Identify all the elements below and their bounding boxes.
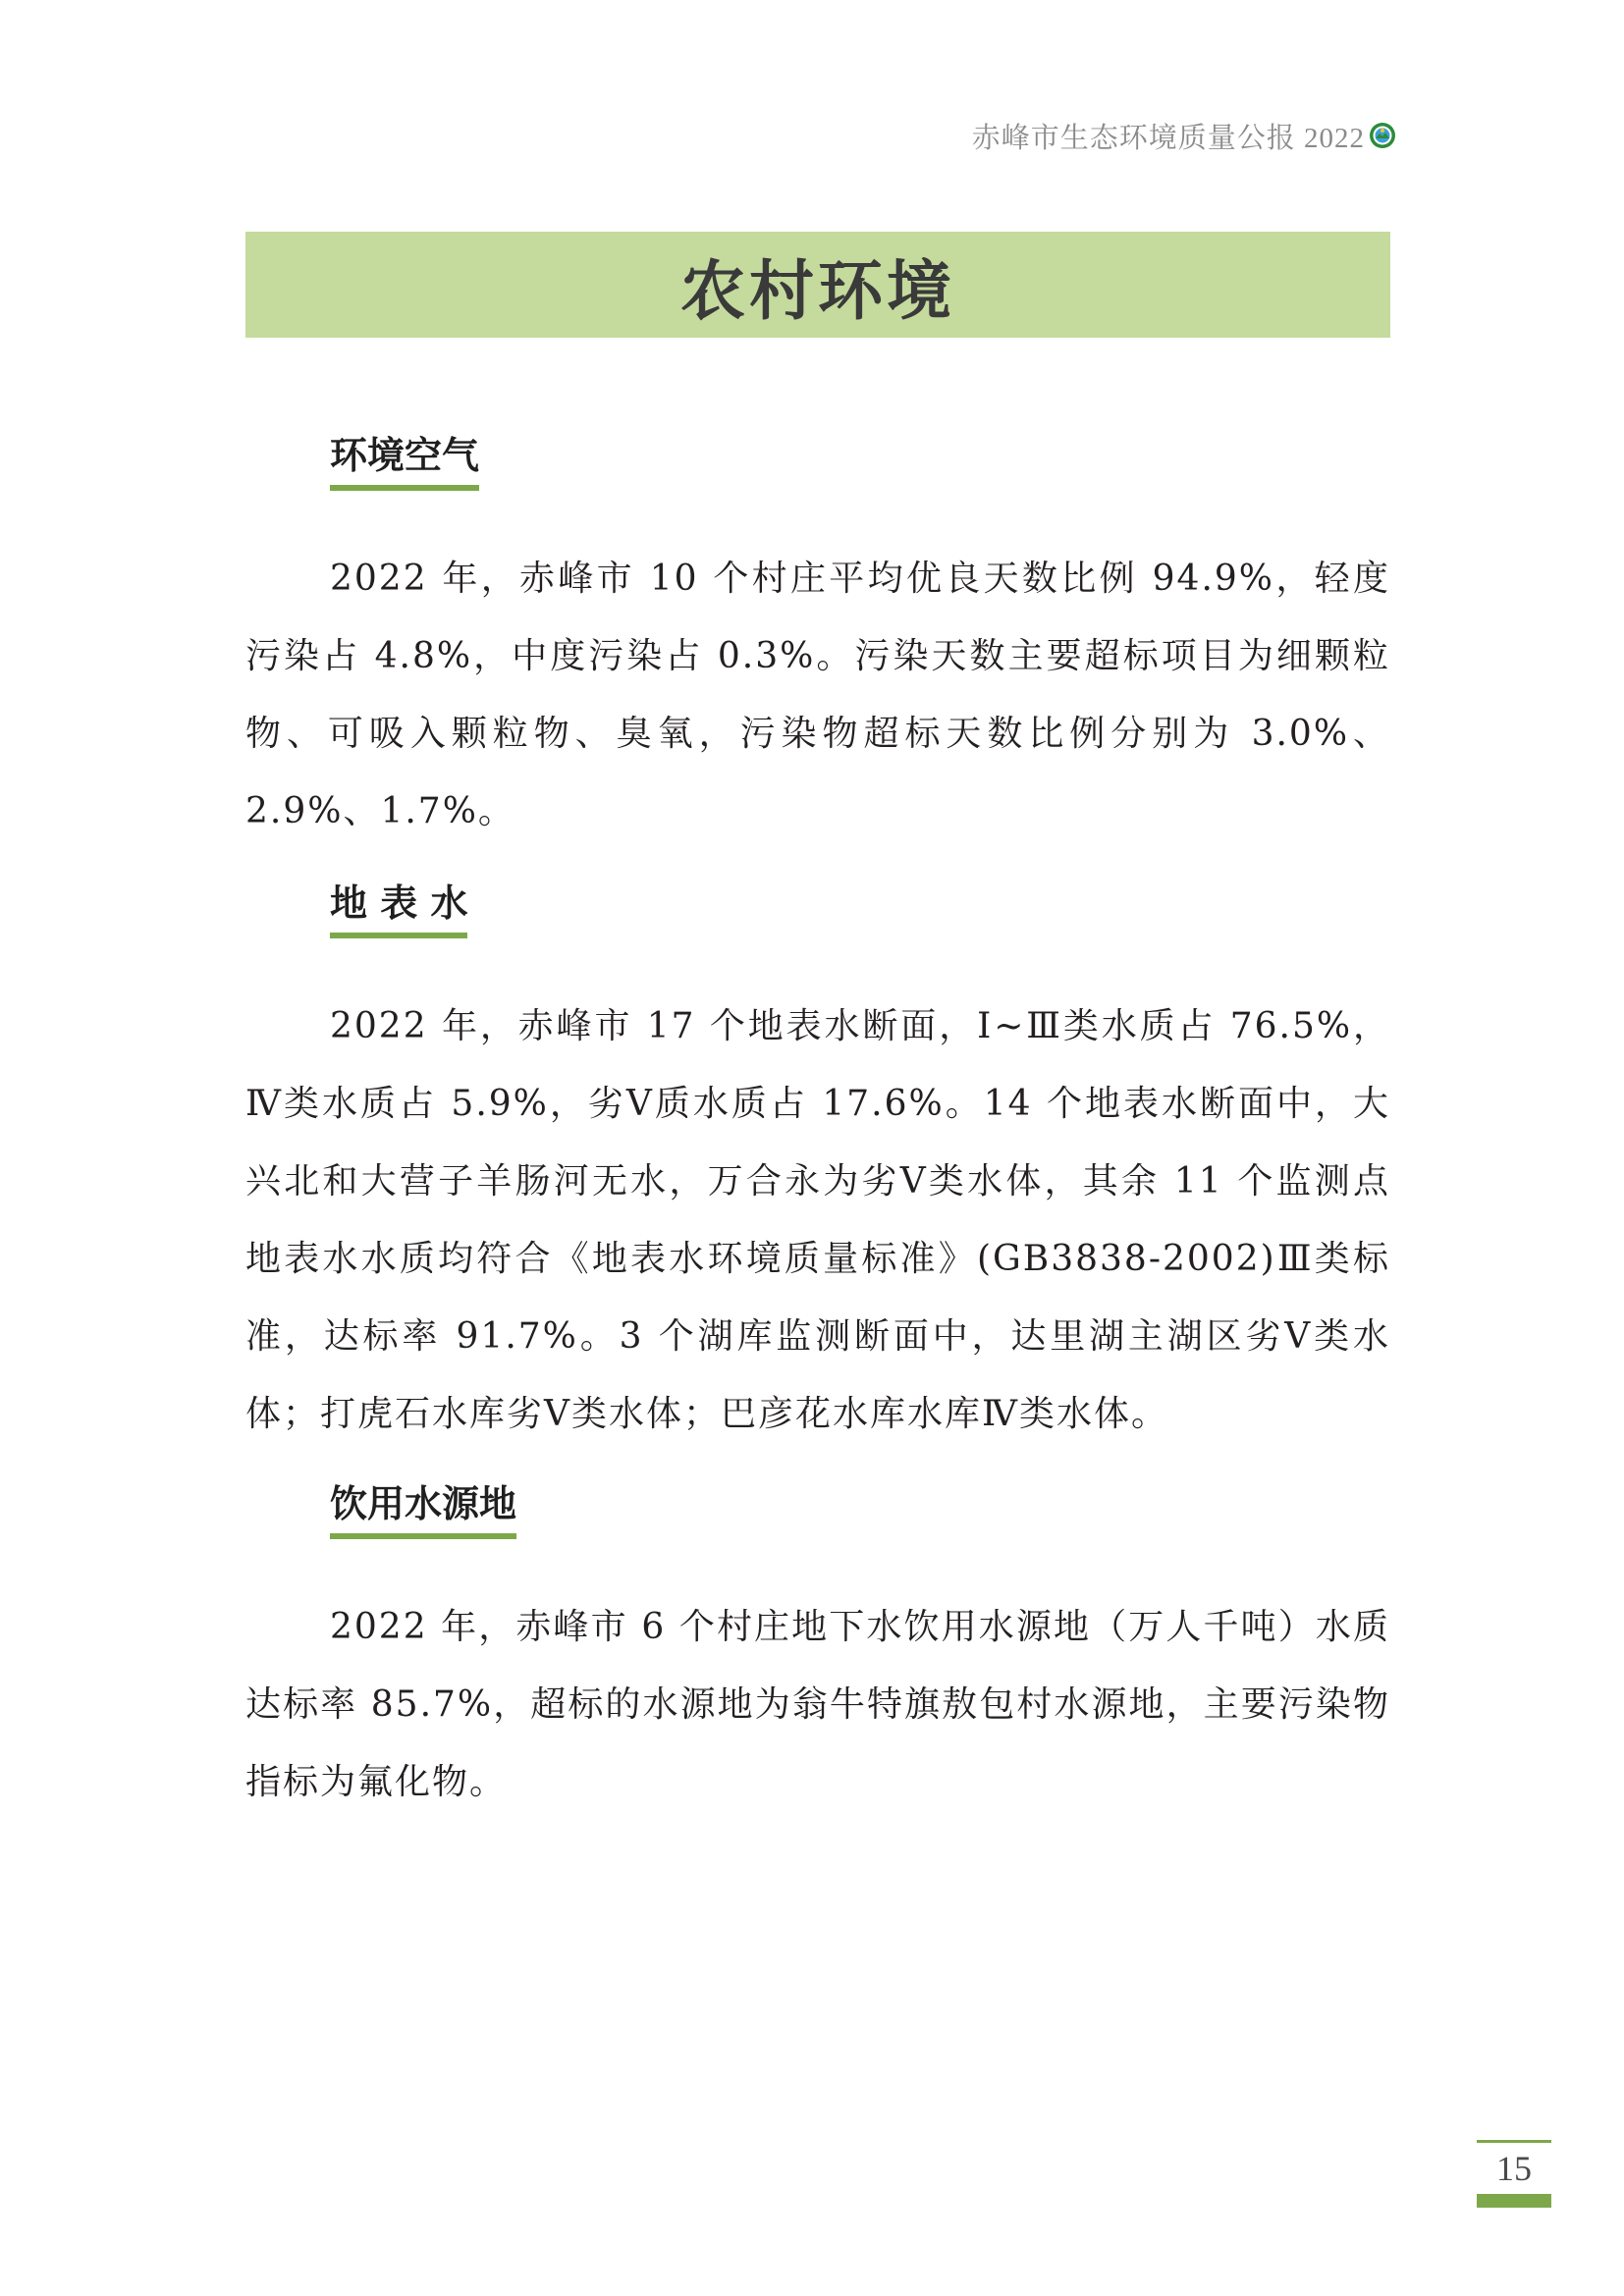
chapter-banner — [245, 232, 1390, 338]
running-header-title: 赤峰市生态环境质量公报 2022 — [971, 122, 1365, 154]
page-footer — [1477, 2140, 1551, 2208]
section-heading-drinking-water: 饮用水源地 — [330, 1480, 516, 1539]
footer-rule-bottom — [1477, 2194, 1551, 2208]
section-heading-ambient-air: 环境空气 — [330, 432, 479, 491]
page-number: 15 — [1496, 2149, 1532, 2188]
section-paragraph-ambient-air: 2022 年，赤峰市 10 个村庄平均优良天数比例 94.9%，轻度污染占 4.8%，中度污染占 0.3%。污染天数主要超标项目为细颗粒物、可吸入颗粒物、臭氧，污染物超标天数比例分别为 3.0%、2.9%、1.7%。 — [245, 559, 1390, 831]
section-paragraph-drinking-water: 2022 年，赤峰市 6 个村庄地下水饮用水源地（万人千吨）水质达标率 85.7%，超标的水源地为翁牛特旗敖包村水源地，主要污染物指标为氟化物。 — [245, 1607, 1390, 1802]
running-header — [972, 116, 1396, 155]
section-paragraph-surface-water: 2022 年，赤峰市 17 个地表水断面，Ⅰ~Ⅲ类水质占 76.5%，Ⅳ类水质占 5.9%，劣Ⅴ质水质占 17.6%。14 个地表水断面中，大兴北和大营子羊肠河无水，万合永为劣Ⅴ类水体，其余 11 个监测点地表水水质均符合《地表水环境质量标准》(GB3838-2002)Ⅲ类标准，达标率 91.7%。3 个湖库监测断面中，达里湖主湖区劣Ⅴ类水体；打虎石水库劣Ⅴ类水体；巴彦花水库水库Ⅳ类水体。 — [245, 1006, 1390, 1434]
chapter-title: 农村环境 — [680, 252, 955, 329]
environment-emblem-icon — [1369, 122, 1396, 149]
section-heading-surface-water: 地 表 水 — [330, 880, 467, 938]
